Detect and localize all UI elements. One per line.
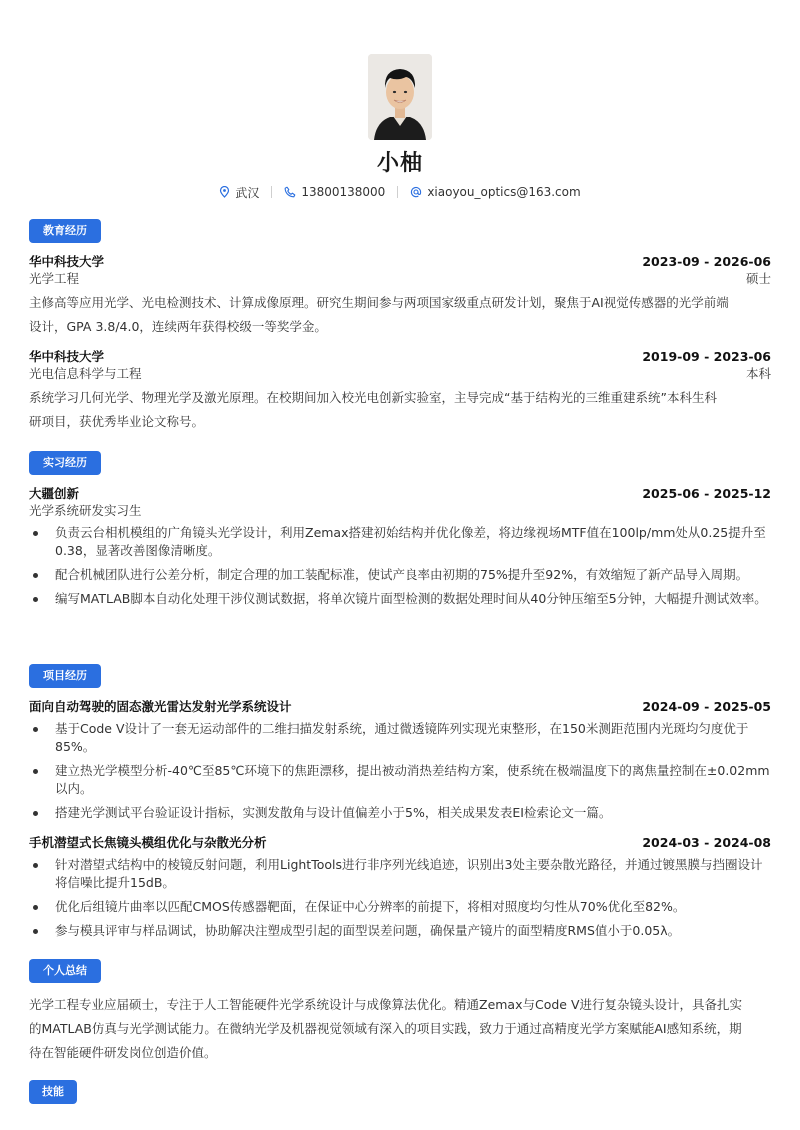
education-period: 2023-09 - 2026-06 xyxy=(642,254,771,269)
education-item-subheader xyxy=(29,365,771,383)
degree: 硕士 xyxy=(745,271,771,286)
internship-header xyxy=(29,485,771,503)
phone-text: 13800138000 xyxy=(301,185,386,199)
list-item: 负责云台相机模组的广角镜头光学设计，利用Zemax搭建初始结构并优化像差，将边缘视场MTF值在100lp/mm处从0.25提升至0.38，显著改善图像清晰度。 xyxy=(29,524,771,560)
section-title-skills: 技能 xyxy=(29,1080,77,1104)
project-period: 2024-09 - 2025-05 xyxy=(642,699,771,714)
project-header xyxy=(29,698,771,716)
description-line: 主修高等应用光学、光电检测技术、计算成像原理。研究生期间参与两项国家级重点研发计划，聚焦于AI视觉传感器的光学前端 xyxy=(29,295,729,310)
section-title-summary: 个人总结 xyxy=(29,959,101,983)
list-item: 优化后组镜片曲率以匹配CMOS传感器靶面，在保证中心分辨率的前提下，将相对照度均匀性从70%优化至82%。 xyxy=(29,898,771,916)
education-period: 2019-09 - 2023-06 xyxy=(642,349,771,364)
section-title-internship: 实习经历 xyxy=(29,451,101,475)
project-period: 2024-03 - 2024-08 xyxy=(642,835,771,850)
contact-location xyxy=(219,184,259,201)
project-bullets xyxy=(29,720,771,828)
contact-divider xyxy=(397,186,398,198)
project-bullets xyxy=(29,856,771,946)
contact-divider xyxy=(271,186,272,198)
contact-phone xyxy=(284,185,385,199)
description-line: 设计，GPA 3.8/4.0，连续两年获得校级一等奖学金。 xyxy=(29,319,327,334)
internship-period: 2025-06 - 2025-12 xyxy=(642,486,771,501)
phone-icon xyxy=(284,186,296,198)
location-text: 武汉 xyxy=(235,185,260,200)
summary-text xyxy=(29,993,771,1065)
project-name: 手机潜望式长焦镜头模组优化与杂散光分析 xyxy=(29,835,267,850)
project-name: 面向自动驾驶的固态激光雷达发射光学系统设计 xyxy=(29,699,292,714)
major: 光电信息科学与工程 xyxy=(29,366,142,381)
list-item: 建立热光学模型分析-40℃至85℃环境下的焦距漂移，提出被动消热差结构方案，使系统在极端温度下的离焦量控制在±0.02mm以内。 xyxy=(29,762,771,798)
contact-bar xyxy=(0,183,800,201)
candidate-name: 小柚 xyxy=(376,151,423,176)
at-sign-icon xyxy=(410,186,422,198)
project-header xyxy=(29,834,771,852)
job-role: 光学系统研发实习生 xyxy=(29,503,142,518)
summary-line: 待在智能硬件研发岗位创造价值。 xyxy=(29,1045,217,1060)
major: 光学工程 xyxy=(29,271,80,286)
email-text: xiaoyou_optics@163.com xyxy=(427,185,581,199)
company-name: 大疆创新 xyxy=(29,486,80,501)
degree: 本科 xyxy=(745,366,771,381)
contact-email xyxy=(410,185,580,199)
section-title-education: 教育经历 xyxy=(29,219,101,243)
list-item: 参与模具评审与样品调试，协助解决注塑成型引起的面型误差问题，确保量产镜片的面型精度RMS值小于0.05λ。 xyxy=(29,922,771,940)
summary-line: 光学工程专业应届硕士，专注于人工智能硬件光学系统设计与成像算法优化。精通Zemax与Code V进行复杂镜头设计，具备扎实 xyxy=(29,997,743,1012)
education-item-header xyxy=(29,348,771,366)
internship-bullets xyxy=(29,524,771,614)
description-line: 研项目，获优秀毕业论文称号。 xyxy=(29,414,205,429)
avatar xyxy=(368,54,432,140)
education-description xyxy=(29,386,771,434)
description-line: 系统学习几何光学、物理光学及激光原理。在校期间加入校光电创新实验室，主导完成“基于结构光的三维重建系统”本科生科 xyxy=(29,390,717,405)
education-item-header xyxy=(29,253,771,271)
location-pin-icon xyxy=(219,186,230,198)
list-item: 基于Code V设计了一套无运动部件的二维扫描发射系统，通过微透镜阵列实现光束整形，在150米测距范围内光斑均匀度优于85%。 xyxy=(29,720,771,756)
list-item: 搭建光学测试平台验证设计指标，实测发散角与设计值偏差小于5%，相关成果发表EI检索论文一篇。 xyxy=(29,804,771,822)
list-item: 针对潜望式结构中的棱镜反射问题，利用LightTools进行非序列光线追迹，识别出3处主要杂散光路径，并通过镀黑膜与挡圈设计将信噪比提升15dB。 xyxy=(29,856,771,892)
list-item: 编写MATLAB脚本自动化处理干涉仪测试数据，将单次镜片面型检测的数据处理时间从40分钟压缩至5分钟，大幅提升测试效率。 xyxy=(29,590,771,608)
list-item: 配合机械团队进行公差分析，制定合理的加工装配标准，使试产良率由初期的75%提升至92%，有效缩短了新产品导入周期。 xyxy=(29,566,771,584)
avatar-portrait xyxy=(368,54,432,140)
school-name: 华中科技大学 xyxy=(29,254,105,269)
education-item-subheader xyxy=(29,270,771,288)
section-title-projects: 项目经历 xyxy=(29,664,101,688)
education-description xyxy=(29,291,771,339)
summary-line: 的MATLAB仿真与光学测试能力。在微纳光学及机器视觉领域有深入的项目实践，致力于通过高精度光学方案赋能AI感知系统，期 xyxy=(29,1021,742,1036)
internship-subheader xyxy=(29,502,771,520)
school-name: 华中科技大学 xyxy=(29,349,105,364)
